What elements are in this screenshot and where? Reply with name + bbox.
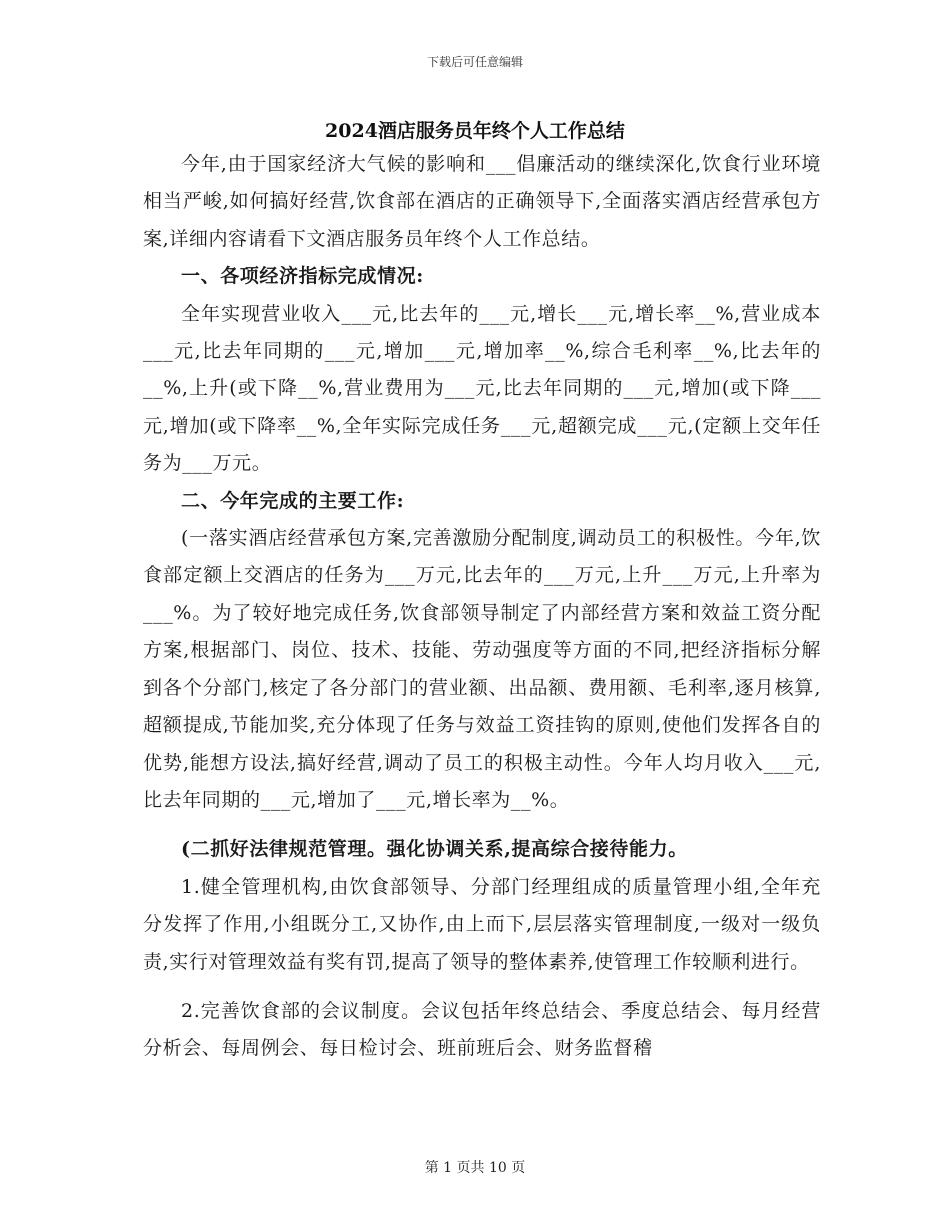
header-note: 下载后可任意编辑 [426, 55, 523, 69]
paragraph-meeting-system: 2.完善饮食部的会议制度。会议包括年终总结会、季度总结会、每月经营分析会、每周例会、每日检讨会、班前班后会、财务监督稽 [143, 999, 821, 1060]
document-body [143, 146, 821, 1068]
paragraph-economic-indicators: 全年实现营业收入___元,比去年的___元,增长___元,增长率__%,营业成本___元,比去年同期的___元,增加___元,增加率__%,综合毛利率__%,比去年的__%,上升(或下降__%,营业费用为___元,比去年同期的___元,增加(或下降___元,增加(或下降率__%,全年实际完成任务___元,超额完成___元,(定额上交年任务为___万元。 [143, 302, 821, 475]
document-title: 2024酒店服务员年终个人工作总结 [325, 120, 625, 142]
paragraph-intro: 今年,由于国家经济大气候的影响和___倡廉活动的继续深化,饮食行业环境相当严峻,如何搞好经营,饮食部在酒店的正确领导下,全面落实酒店经营承包方案,详细内容请看下文酒店服务员年终个人工作总结。 [143, 153, 821, 250]
paragraph-main-work-1: (一落实酒店经营承包方案,完善激励分配制度,调动员工的积极性。今年,饮食部定额上交酒店的任务为___万元,比去年的___万元,上升___万元,上升率为___%。为了较好地完成任务,饮食部领导制定了内部经营方案和效益工资分配方案,根据部门、岗位、技术、技能、劳动强度等方面的不同,把经济指标分解到各个分部门,核定了各分部门的营业额、出品额、费用额、毛利率,逐月核算,超额提成,节能加奖,充分体现了任务与效益工资挂钩的原则,使他们发挥各自的优势,能想方设法,搞好经营,调动了员工的积极主动性。今年人均月收入___元,比去年同期的___元,增加了___元,增长率为__%。 [143, 527, 821, 811]
page-number: 第 1 页共 10 页 [424, 1160, 526, 1176]
section-heading-economic-indicators: 一、各项经济指标完成情况: [181, 265, 424, 288]
section-heading-main-work: 二、今年完成的主要工作: [181, 489, 405, 512]
paragraph-management-organization: 1.健全管理机构,由饮食部领导、分部门经理组成的质量管理小组,全年充分发挥了作用,小组既分工,又协作,由上而下,层层落实管理制度,一级对一级负责,实行对管理效益有奖有罚,提高了领导的整体素养,使管理工作较顺利进行。 [143, 875, 821, 973]
subheading-legal-management: (二抓好法律规范管理。强化协调关系,提高综合接待能力。 [181, 838, 688, 861]
